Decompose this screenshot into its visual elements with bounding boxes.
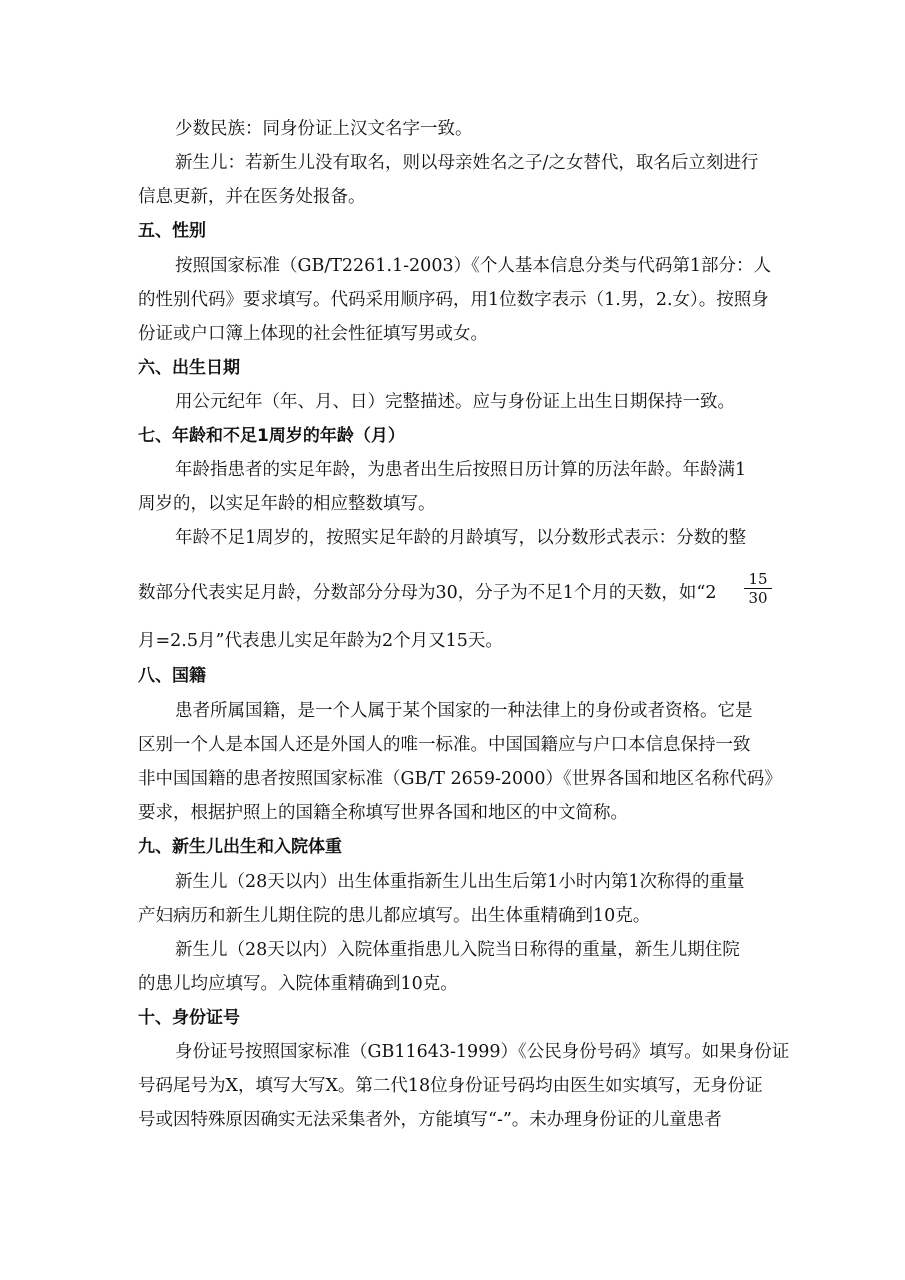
paragraph-line: 区别一个人是本国人还是外国人的唯一标准。中国国籍应与户口本信息保持一致 [138,735,751,755]
paragraph-line: 用公元纪年（年、月、日）完整描述。应与身份证上出生日期保持一致。 [175,392,735,412]
paragraph-line: 号或因特殊原因确实无法采集者外，方能填写“-”。未办理身份证的儿童患者 [138,1110,722,1130]
paragraph-line: 身份证号按照国家标准（GB11643-1999）《公民身份号码》填写。如果身份证 [175,1042,790,1062]
paragraph-line: 的患儿均应填写。入院体重精确到10克。 [138,974,458,994]
paragraph-line: 少数民族：同身份证上汉文名字一致。 [175,119,473,139]
fraction-denominator: 30 [748,589,768,607]
paragraph-line: 的性别代码》要求填写。代码采用顺序码，用1位数字表示（1.男，2.女）。按照身 [138,290,769,310]
paragraph-line: 产妇病历和新生儿期住院的患儿都应填写。出生体重精确到10克。 [138,906,651,926]
section-heading: 十、身份证号 [138,1008,240,1028]
age-fraction [744,570,772,607]
paragraph-line: 要求，根据护照上的国籍全称填写世界各国和地区的中文简称。 [138,803,628,823]
paragraph-line: 号码尾号为X，填写大写X。第二代18位身份证号码均由医生如实填写，无身份证 [138,1076,763,1096]
section-heading: 六、出生日期 [138,358,240,378]
paragraph-line: 按照国家标准（GB/T2261.1-2003）《个人基本信息分类与代码第1部分：人 [175,256,771,276]
paragraph-line: 患者所属国籍，是一个人属于某个国家的一种法律上的身份或者资格。它是 [175,701,753,721]
paragraph-line: 新生儿：若新生儿没有取名，则以母亲姓名之子/之女替代，取名后立刻进行 [175,153,759,173]
section-heading: 七、年龄和不足1周岁的年龄（月） [138,426,405,446]
section-heading: 八、国籍 [138,666,206,686]
paragraph-line: 新生儿（28天以内）入院体重指患儿入院当日称得的重量，新生儿期住院 [175,940,740,960]
section-heading: 九、新生儿出生和入院体重 [138,837,342,857]
section-heading: 五、性别 [138,221,206,241]
paragraph-line: 周岁的，以实足年龄的相应整数填写。 [138,494,436,514]
paragraph-line: 数部分代表实足月龄，分数部分分母为30，分子为不足1个月的天数，如“2 [138,583,717,603]
paragraph-line: 新生儿（28天以内）出生体重指新生儿出生后第1小时内第1次称得的重量 [175,872,745,892]
paragraph-line: 非中国国籍的患者按照国家标准（GB/T 2659-2000）《世界各国和地区名称代码》 [138,769,782,789]
paragraph-line: 年龄指患者的实足年龄，为患者出生后按照日历计算的历法年龄。年龄满1 [175,460,747,480]
paragraph-line: 年龄不足1周岁的，按照实足年龄的月龄填写，以分数形式表示：分数的整 [175,528,747,548]
fraction-numerator: 15 [744,570,772,589]
paragraph-line: 月=2.5月”代表患儿实足年龄为2个月又15天。 [138,631,503,651]
paragraph-line: 份证或户口簿上体现的社会性征填写男或女。 [138,324,488,344]
paragraph-line: 信息更新，并在医务处报备。 [138,187,366,207]
